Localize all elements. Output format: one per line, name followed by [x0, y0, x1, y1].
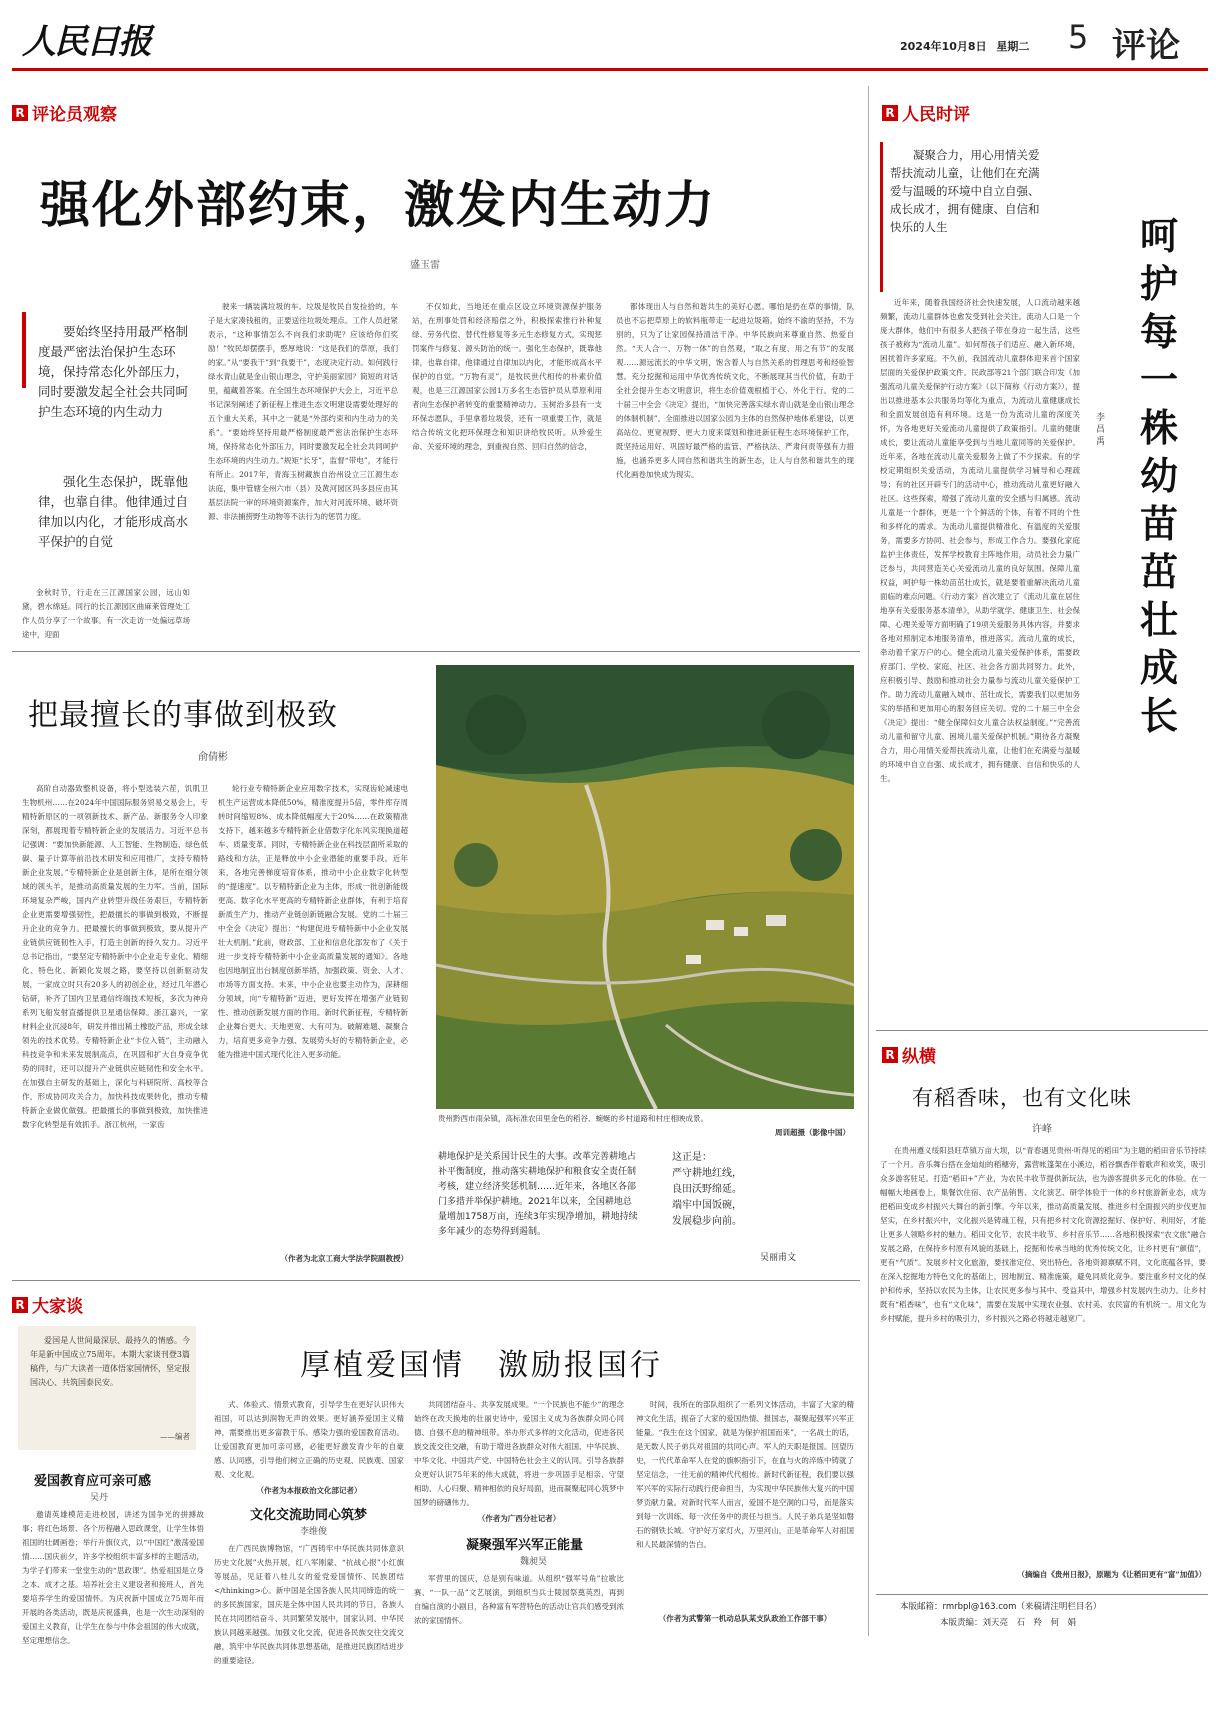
sub3-author: 魏昶昊	[520, 1557, 548, 1567]
section-zongheng	[882, 1042, 936, 1067]
article5-col3: 共同团结奋斗、共享发展成果。“一个民族也不能少”的理念始终在改天换地的壮丽史诗中，爱国主义成为各族群众同心同德、自强不息的精神纽带。举办形式多样的文化活动，促进各民族交流交往交融，有助于增进各族群众对伟大祖国、中华民族、中华文化、中国共产党、中国特色社会主义的认同。引导各族群众更好认识75年来的伟大成就，将进一步巩固手足相亲、守望相助、人心归聚、精神相依的良好局面，进而凝聚起同心筑梦中国梦的磅礴伟力。	[414, 1400, 624, 1507]
article1-col3: 不仅如此，当地还在重点区设立环境资源保护服务站，在刑事处罚和经济赔偿之外，积极探索推行补种复绿、劳务代偿、替代性修复等多元生态修复方式，实现惩罚案件与修复、源头防治的统一。强化生态保护，既靠他律，也靠自律。他律通过自律加以内化，才能形成高水平保护的自觉。“万物有灵”，是牧民世代相传的朴素价值观，也是三江源国家公园1万多名生态管护员从草原利用者向生态保护者转变的重要精神动力。玉树治多县有一支环保志愿队，手里拿着垃圾袋，还有一项重要工作，就是结合传统文化把环保理念和知识讲给牧民听。从珍爱生命、关爱环境的理念，到重视自然、回归自然的信念，	[412, 302, 602, 451]
r-logo-icon: R	[882, 105, 898, 121]
article5-col2: 式、体验式、情景式教育，引导学生在更好认识伟大祖国，可以达到润物无声的效果。更好涵养爱国主义精神，需要推出更多富教于乐、感染力强的爱国教育活动。让爱国教育更加可亲可感，必能更好激发青少年的自豪感、认同感，引导他们树立正确的历史观、民族观、国家观、文化观。	[214, 1400, 404, 1479]
poem-line: 端牢中国饭碗，	[672, 1200, 742, 1211]
article1-pullquote-1: 要始终坚持用最严格制度最严密法治保护生态环境，保持常态化外部压力，同时要激发起全社会共同呵护生态环境的内生动力	[38, 324, 189, 419]
article3-bottom-rule	[876, 1030, 1208, 1031]
sub1-title: 爱国教育应可亲可感	[34, 1474, 152, 1489]
r-logo-icon: R	[12, 1297, 28, 1313]
article2-col2: 轮行业专精特新企业应用数字技术，实现齿轮减速电机生产运营成本降低50%，精准度提升5倍，零件库存周转时间缩短8%、成本降低幅度大于20%……在政策精准支持下，越来越多专精特新企业借数字化东风实现换道超车、质量变革。同时，专精特新企业在科技层面所采取的路线和方法，正是释放中小企业潜能的重要手段。近年来，各地完善梯度培育体系，推动中小企业数字化转型的“提速度”。以专精特新企业为主体，形成一批创新能级更高、数字化水平更高的专精特新企业群体，有利于培育新质生产力、推动产业链创新链融合发展。党的二十届三中全会《决定》提出：“构建促进专精特新中小企业发展壮大机制。”此前，财政部、工业和信息化部发布了《关于进一步支持专精特新中小企业高质量发展的通知》。各地也因地制宜出台制度创新举措，加强政策、资金、人才、市场等方面支持。未来，中小企业也要主动作为，深耕细分领域，向“专精特新”迈进，更好发挥在增强产业链韧性、推动创新发展方面的作用。新时代新征程，专精特新企业舞台更大、天地更宽、大有可为。破解难题、凝聚合力，培育更多竞争力强、发展势头好的专精特新企业，必能为推进中国式现代化注入更多动能。	[218, 784, 408, 1059]
article1-title: 强化外部约束，激发内生动力	[40, 176, 716, 234]
poem-line: 这正是：	[672, 1152, 712, 1163]
article1-bottom-rule	[12, 651, 860, 652]
article4-source: （摘编自《贵州日报》，原题为《让稻田更有“富”加值》）	[1017, 1570, 1206, 1579]
sub1-body: 邀请英雄模范走进校园，讲述为国争光的拼搏故事；将红色场景、各个历程融入思政课堂，让学生体悟祖国的壮阔画卷；举行升旗仪式，以“中国红”激荡爱国情……国庆前夕，许多学校组织丰富多样的主题活动，为学子们带来一堂堂生动的“思政课”。热爱祖国是立身之本、成才之基。培养社会主义建设者和接班人，首先要培养学生的爱国情怀。为庆祝新中国成立75周年而开展的各类活动，既是庆祝盛典，也是一次生动深刻的爱国主义教育，让学生在参与中体会祖国的伟大成就，坚定理想信念。	[22, 1510, 204, 1645]
article1-pullquote-2: 强化生态保护，既靠他律，也靠自律。他律通过自律加以内化，才能形成高水平保护的自觉	[38, 474, 189, 549]
masthead-date	[900, 38, 1029, 54]
article5-col3-affil: （作者为广西分社记者）	[477, 1514, 561, 1523]
sub3-body: 军营里的国庆，总是别有味道。从组织“强军号角”拉歌比赛、“一队一品”文艺展演，到组织当兵士陵园祭奠英烈，再到自编自演的小剧目，各种富有军营特色的活动让官兵们感受到浓浓的家国情怀。	[414, 1574, 624, 1625]
section-observer-label: 评论员观察	[32, 105, 117, 125]
rice-terrace-photo	[436, 665, 854, 1109]
article3-author: 李昌禹	[1096, 413, 1106, 447]
editor-sign: ——编者	[160, 1432, 190, 1441]
photo-caption: 贵州黔西市雨朵镇，高标准农田里金色的稻谷、蜿蜒的乡村道路和村庄相映成景。	[438, 1114, 708, 1123]
article4-title: 有稻香味，也有文化味	[912, 1086, 1132, 1110]
date: 2024年10月8日	[900, 40, 987, 53]
photo-credit: 周训超摄（影像中国）	[775, 1128, 850, 1137]
section-times-label: 人民时评	[902, 105, 970, 125]
photo-note: 耕地保护是关系国计民生的大事。改革完善耕地占补平衡制度，推动落实耕地保护和粮食安全责任制考核，建立经济奖惩机制……近年来，各地区各部门多措并举保护耕地。2021年以来，全国耕地总量增加1758万亩，连续3年实现净增加，耕地持续多年减少的态势得到遏制。	[438, 1152, 638, 1237]
article1-pullquote-bar	[22, 312, 26, 388]
article4-author: 许峰	[1032, 1124, 1052, 1135]
r-logo-icon: R	[882, 1047, 898, 1063]
article1-col4: 都体现出人与自然和谐共生的美好心愿。哪怕是扔在草的事情，队员也不忘把草原上的软料瓶带走一起进垃圾箱。始终不渝的坚持，不为别的，只为了让家园保持清洁干净。中华民族向来尊重自然、热爱自然。“天人合一、万物一体”的自然观，“取之有度、用之有节”的发展观……源远流长的中华文明，饱含着人与自然关系的哲理思考和经验智慧。充分挖掘和运用中华优秀传统文化，不断展现其当代价值，有助于全社会提升生态文明意识，将生态价值观根植于心、外化于行。党的二十届三中全会《决定》提出，“加快完善落实绿水青山就是金山银山理念的体制机制”。全面推进以国家公园为主体的自然保护地体系建设，以更高站位、更宽视野、更大力度来谋划和推进新征程生态环境保护工作，既坚持运用好、巩固好最严格的监管、严格执法、严肃问责等强有力措施，也涵养更多人同自然和谐共生的新生态，让人与自然和谐共生的现代化画卷加快成为现实。	[616, 302, 854, 479]
footer-editors: 本版责编：刘天亮 石 羚 何 娟	[940, 1618, 1077, 1628]
section-observer	[12, 100, 117, 125]
article5-col4-affil: （作者为武警第一机动总队某支队政治工作部干事）	[658, 1614, 832, 1623]
poem-line: 良田沃野绵延。	[672, 1184, 742, 1195]
sub1-author: 吴丹	[90, 1493, 109, 1503]
article2-title: 把最擅长的事做到极致	[28, 698, 338, 733]
section-dajiatan-label: 大家谈	[32, 1297, 83, 1317]
section-dajiatan	[12, 1292, 83, 1317]
sub2-body: 在广西民族博物馆，“广西铸牢中华民族共同体意识历史文化展”火热开展，红八军刚蒙、“抗战心报”小红旗等展品，见证着八桂儿女的爱党爱国情怀、民族团结</thinking>心。新中国是全国各族人民共同缔造的统一的多民族国家，国庆是全体中国人民共同的节日，各族人民在共同团结奋斗、共同繁荣发展中，国家认同、中华民族认同越来越强。加强文化交流，促进各民族交往交流交融，筑牢中华民族共同体思想基础，是推进民族团结进步的重要途径。	[214, 1544, 404, 1665]
article5-title: 厚植爱国情 激励报国行	[300, 1348, 663, 1383]
article1-col1: 金秋时节，行走在三江源国家公园，远山如黛，碧水绵延。同行的长江源园区曲麻莱管理处工作人员分享了一个故事。有一次走访一处偏远草场途中，迎面	[22, 588, 190, 639]
poem-line: 严守耕地红线，	[672, 1168, 742, 1179]
article5-col2-affil: （作者为本报政治文化部记者）	[256, 1486, 362, 1495]
photo-poem	[672, 1150, 842, 1230]
article2-bottom-rule	[12, 1280, 860, 1281]
photo-poem-author: 吴丽甫文	[760, 1253, 797, 1263]
masthead-logo: 人民日报	[22, 22, 150, 62]
sub2-author: 李维俊	[300, 1527, 328, 1537]
article5-col4: 时间，我所在的部队组织了一系列文体活动，丰富了大家的精神文化生活，振奋了大家的爱国热情、报国志，凝聚起强军兴军正能量。“我生在这个国家，就是为保护祖国而来”，一名战士的话，是无数人民子弟兵对祖国的共同心声。军人的天职是报国。回望历史，一代代革命军人在党的旗帜指引下，在血与火的淬炼中铸就了坚定信念，一往无前的精神代代相传。新时代新征程，我们要以强军兴军的实际行动践行使命担当，为实现中华民族伟大复兴的中国梦贡献力量。对新时代军人而言，爱国不是空洞的口号，而是落实到每一次训练、每一次任务中的责任与担当。人民子弟兵是坚如磐石的钢铁长城。守护好万家灯火，万里河山，正是革命军人对祖国和人民最深情的告白。	[636, 1400, 854, 1549]
article1-author: 盛玉雷	[410, 260, 440, 271]
footer-email: 本版邮箱：rmrbpl@163.com（来稿请注明栏目名）	[900, 1602, 1102, 1612]
page-number: 5	[1068, 18, 1089, 56]
right-zone-divider	[868, 86, 869, 1636]
sub3-title: 凝聚强军兴军正能量	[466, 1538, 584, 1553]
section-times	[882, 100, 970, 125]
photo-frame	[436, 665, 854, 1109]
article3-body: 近年来，随着我国经济社会快速发展，人口流动越来越频繁，流动儿童群体也愈发受到社会关注。流动人口是一个庞大群体，他们中有很多人把孩子带在身边一起生活，这些孩子被称为“流动儿童”。如何帮孩子们适应、融入新环境，困扰着许多家庭。不久前，我国流动儿童群体迎来首个国家层面的关爱保护政策文件。民政部等21个部门联合印发《加强流动儿童关爱保护行动方案》（以下简称《行动方案》），提出以推进基本公共服务均等化为重点，为流动儿童健康成长和全面发展创造有利环境。这是一份为流动儿童的深度关怀，为各地更好关爱流动儿童提供了政策指引。儿童的健康成长，要让流动儿童能享受到与当地儿童同等的关爱保护。近年来，各地在流动儿童关爱服务上做了不少探索。有的学校定期组织关爱活动，为流动儿童提供学习辅导和心理疏导；有的社区开辟专门的活动中心，推动流动儿童更好融入社区。这些探索，增强了流动儿童的安全感与归属感。流动儿童是一个群体，更是一个个鲜活的个体，有着不同的个性和多样化的需求。为流动儿童提供精准化、有温度的关爱服务，需要多方协同、社会参与，形成工作合力。要强化家庭监护主体责任，发挥学校教育主阵地作用，动员社会力量广泛参与，共同营造关心关爱流动儿童的良好氛围。保障儿童权益，呵护每一株幼苗茁壮成长，就是要着重解决流动儿童面临的难点问题。《行动方案》首次建立了《流动儿童在居住地享有关爱服务基本清单》，从助学就学、健康卫生、社会保障、心理关爱等方面明确了19项关爱服务具体内容，并要求各地对照制定本地服务清单，推进落实。流动儿童的成长，牵动着千家万户的心。健全流动儿童关爱保护体系，需要政府部门、学校、家庭、社区、社会各方面共同努力。此外，应积极引导、鼓励和推动社会力量参与流动儿童关爱保护工作。助力流动儿童融入城市、茁壮成长，需要我们以更加务实的举措和更加用心的服务回应关切。党的二十届三中全会《决定》提出：“健全保障妇女儿童合法权益制度。”“完善流动儿童和留守儿童、困境儿童关爱保护机制。”期待各方凝聚合力，用心用情关爱帮扶流动儿童，让他们在充满爱与温暖的环境中自立自强、成长成才，拥有健康、自信和快乐的人生。	[880, 298, 1080, 783]
article1-col2: 驶来一辆装满垃圾的车。垃圾是牧民自发捡拾的，车子是大家凑钱租的，正要送往垃圾处理点。工作人员赶紧表示，“这种事情怎么不向我们求助呢？应该给你们奖励！”牧民却摆摆手，憨厚地说：“这是我们的草原，我们的家。”从“要我干”到“我要干”，态度决定行动。如何践行绿水青山就是金山银山理念，守护美丽家园？简短的对话里，蕴藏着答案。在全国生态环境保护大会上，习近平总书记深刻阐述了新征程上推进生态文明建设需要处理好的五个重大关系，其中之一就是“外部约束和内生动力的关系”。“要始终坚持用最严格制度最严密法治保护生态环境，保持常态化外部压力，同时要激发起全社会共同呵护生态环境的内生动力。”规矩“长牙”，监督“带电”，才能行有所止。2017年，青海玉树藏族自治州设立三江源生态法庭，集中管辖全州六市（县）及黄河园区玛多县应由其基层法院一审的环境资源案件，加大对河流环境、破坏资源、非法捕捞野生动物等不法行为的惩罚力度。	[208, 302, 398, 521]
section-zongheng-label: 纵横	[902, 1047, 936, 1067]
article2-affil: （作者为北京工商大学法学院副教授）	[280, 1254, 408, 1263]
article4-body: 在贵州遵义绥阳县旺草镇万亩大坝，以“青春遇见贵州·听得见的稻田”为主题的稻田音乐节持续了一个月。音乐舞台搭在金灿灿的稻穗旁，露营帐篷架在小溪边，稻谷飘香伴着歌声和欢笑，吸引众多游客驻足。打造“稻田+”产业，为农民丰收节提供新玩法，也为游客提供多元化的体验。在一幅幅大地画卷上，集餐饮住宿、农产品销售、文化演艺、研学体验于一体的乡村旅游新业态，成为把稻田变成乡村振兴大舞台的新引擎。今年以来，推动高质量发展、推进乡村全面振兴的步伐更加坚实，在乡村振兴中，文化振兴是铸魂工程，只有把乡村文化资源挖掘好、保护好、利用好，才能让更多人领略乡村的魅力。稻田文化节、农民丰收节、乡村音乐节……各地积极探索“农文旅”融合发展之路，在保持乡村原有风貌的基础上，挖掘和传承当地的优秀传统文化，让乡村更有“颜值”，更有“气质”。发展乡村文化旅游，要找准定位、突出特色。各地资源禀赋不同，文化底蕴各异，要在深入挖掘地方特色文化的基础上，因地制宜、精准施策，避免同质化竞争。要注重乡村文化的保护和传承，坚持以农民为主体，让农民更多参与其中、受益其中，增强乡村发展内生动力。让乡村既有“稻香味”，也有“文化味”，需要在发展中实现农业强、农村美、农民富的有机统一。用文化为乡村赋能，提升乡村的吸引力，乡村振兴之路必将越走越宽广。	[880, 1146, 1206, 1323]
page-section-title: 评论	[1112, 26, 1180, 66]
masthead-rule	[12, 68, 1208, 71]
editor-note: 爱国是人世间最深层、最持久的情感。今年是新中国成立75周年。本期大家谈刊登3篇稿件，与广大读者一道体悟家国情怀，坚定报国决心、共筑国泰民安。	[30, 1336, 190, 1387]
weekday: 星期二	[996, 40, 1030, 53]
footer-rule	[876, 1594, 1208, 1595]
poem-line: 发展稳步向前。	[672, 1216, 742, 1227]
article3-title: 呵护每一株幼苗茁壮成长	[1140, 214, 1179, 738]
article2-col1: 高阶自动器致整机设备，将小型选装六茬，饥肌卫生物机州……在2024年中国国际服务贸易交易会上，专精特新原区的一项领新技术、新产品、新服务令人印象深刻，都展现着专精特新企业的发展活力。习近平总书记强调：“要加快新能源、人工智能、生物制造、绿色低碳、量子计算等前沿技术研发和应用推广，支持专精特新企业发展。”专精特新企业是创新主体，是所在细分领域的领头羊，是推动高质量发展的生力军。当前，国际环境复杂严峻，国内产业转型升级任务艰巨，专精特新企业更需要增强韧性，把最擅长的事做到极致，不断提升企业的竞争力。把最擅长的事做到极致，要从提升产业链供应链韧性入手，打造主创新的持久发力。习近平总书记指出，“要坚定专精特新中小企业走专业化、精细化、特色化、新颖化发展之路，要坚持以创新驱动发展，一家成立时只有20多人的初创企业，经过几年潜心钻研，补齐了国内卫星通信终端技术短板，多次为神舟系列飞船发射直播提供卫星通信保障。浙江嘉兴，一家材料企业沉浸8年，研发并推出稀土橡胶产品，形成全球领先的技术优势。专精特新企业“卡位入链”，主动融入科技竞争和未来发展制高点，在巩固和扩大自身竞争优势的同时，还可以提升产业链供应链韧性和安全水平。在加强自主研发的基础上，深化与科研院所、高校等合作，形成协同攻关合力，加快科技成果转化，推动专精特新企业做优做强。把最擅长的事做到极致，加快推进数字化转型是有效抓手。浙江杭州，一家齿	[22, 784, 208, 1129]
sub2-title: 文化交流助同心筑梦	[250, 1508, 368, 1523]
article3-quote: 凝聚合力，用心用情关爱帮扶流动儿童，让他们在充满爱与温暖的环境中自立自强、成长成才，拥有健康、自信和快乐的人生	[890, 148, 1040, 234]
r-logo-icon: R	[12, 105, 28, 121]
article2-author: 俞倩彬	[198, 752, 228, 763]
